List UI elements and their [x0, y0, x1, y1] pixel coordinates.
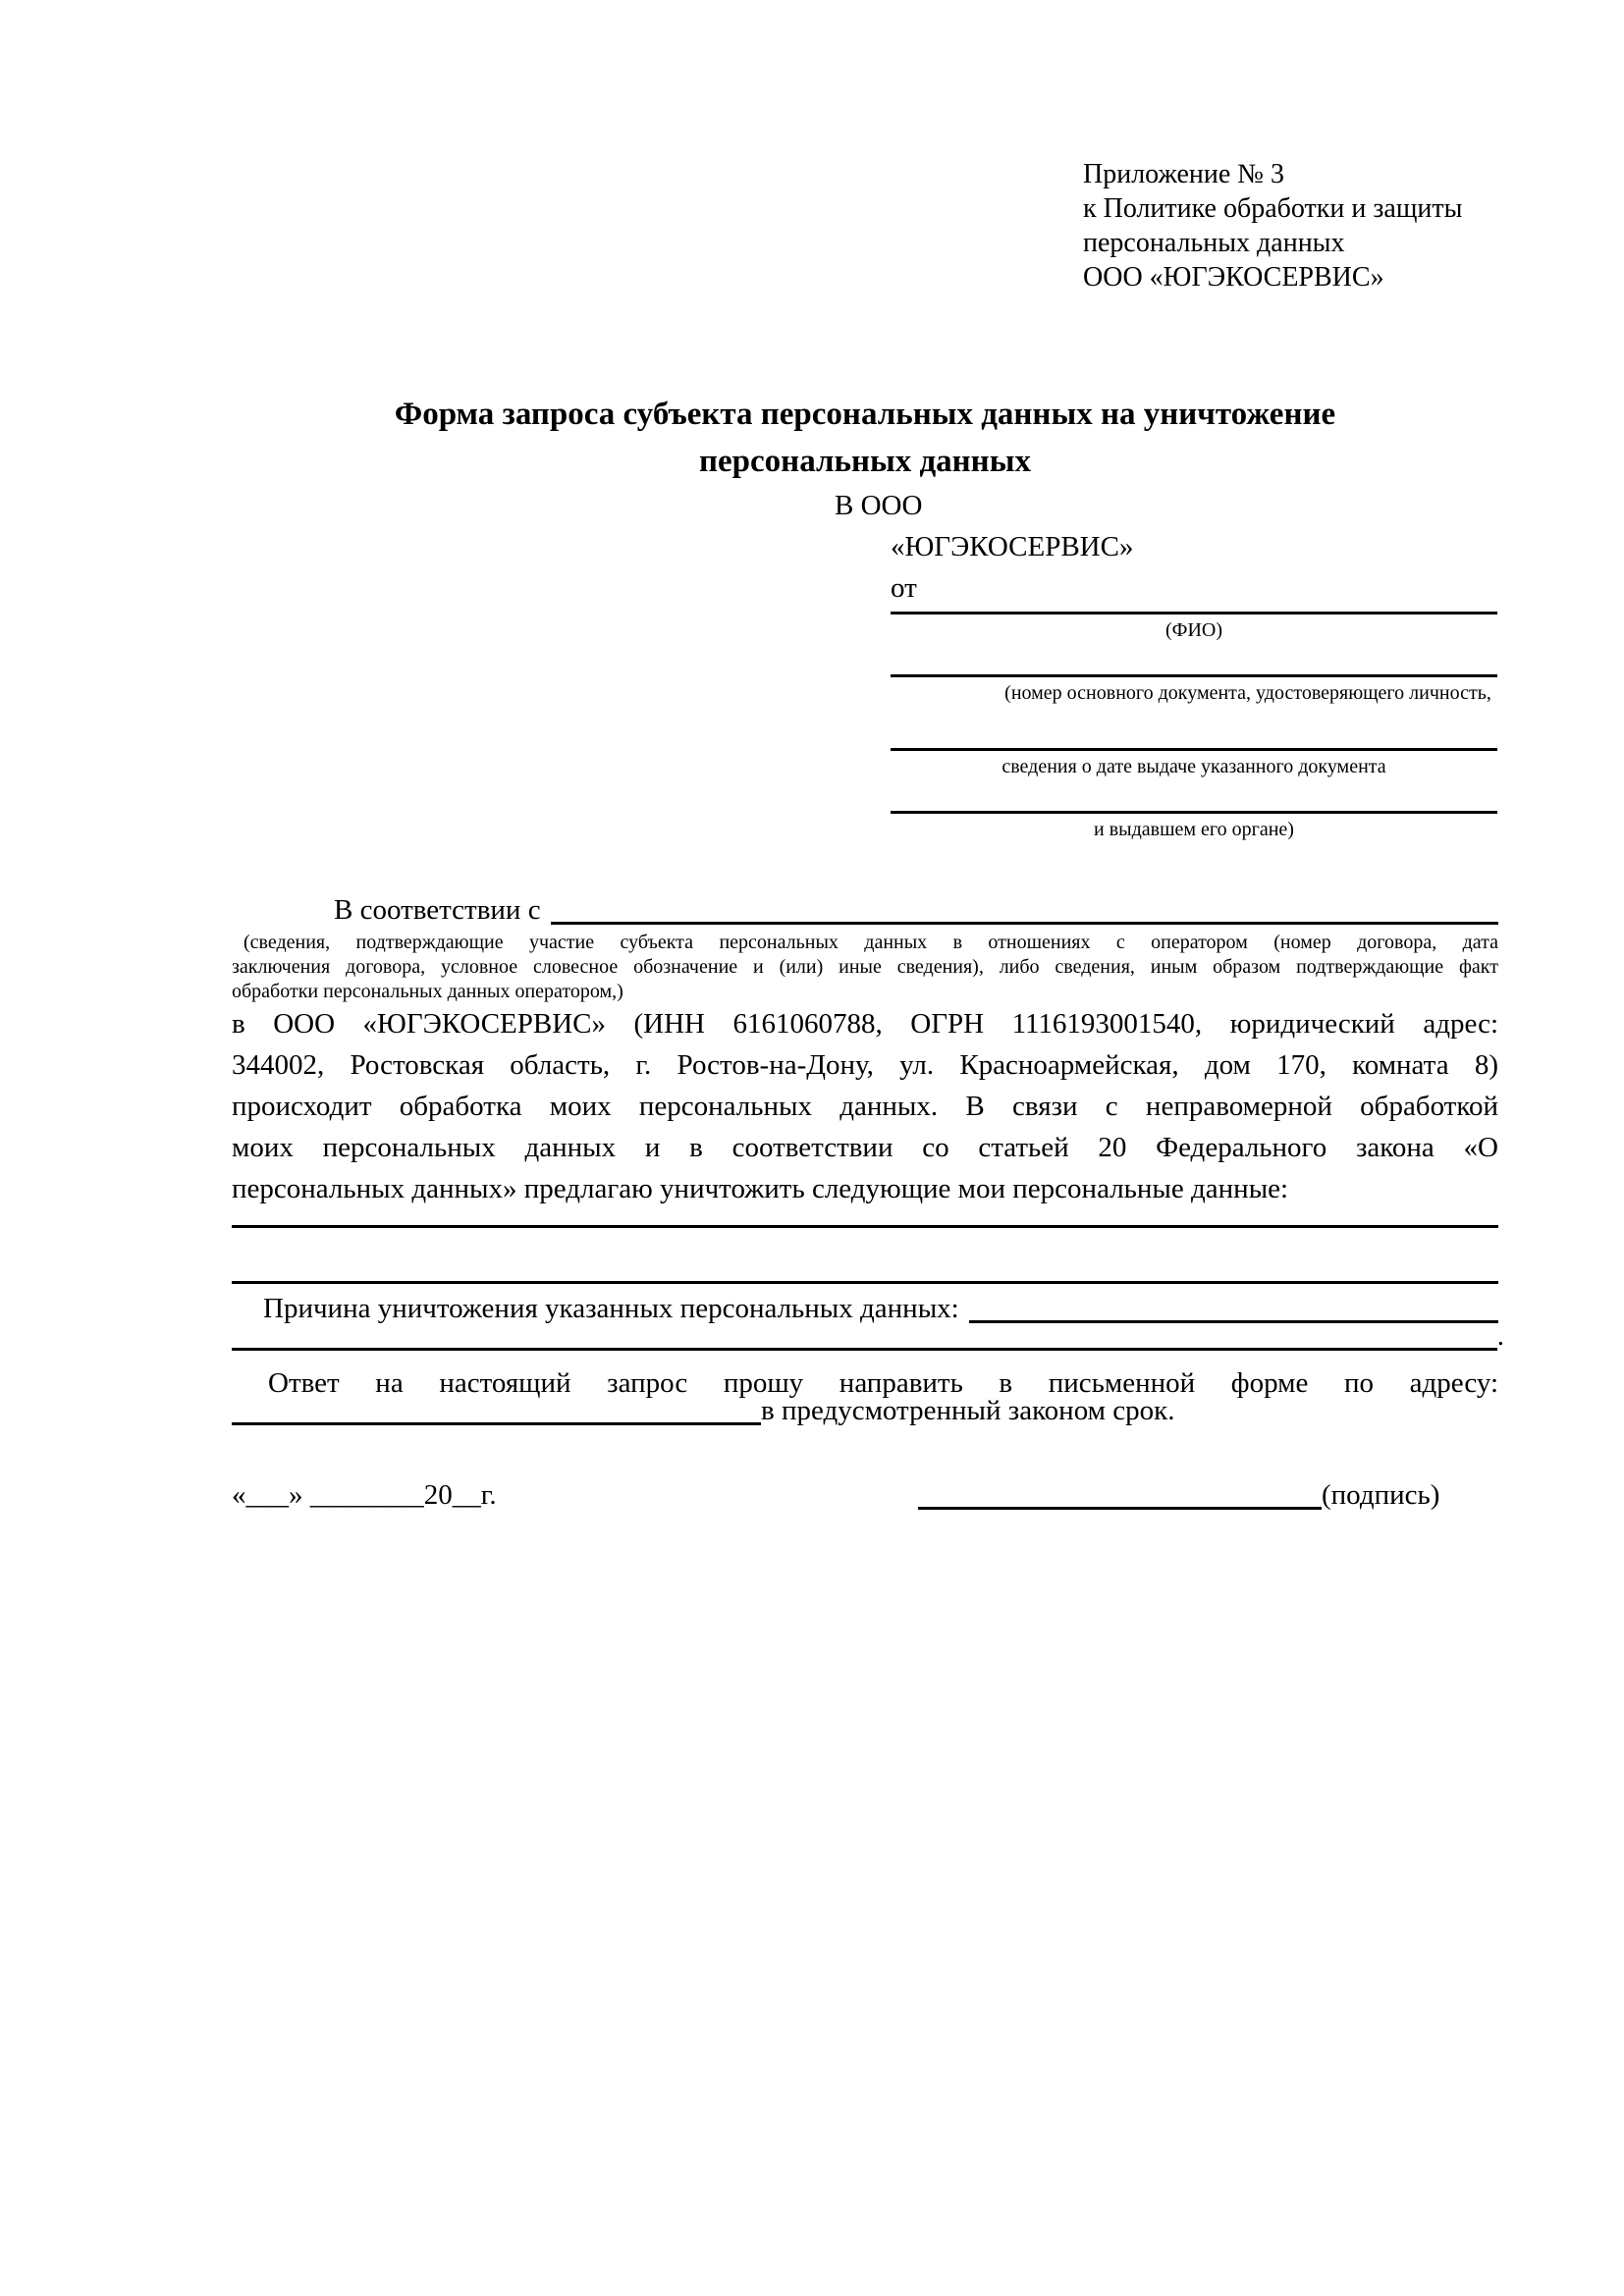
doc-date-field-line[interactable]: [891, 748, 1497, 751]
reply-request-line: Ответ на настоящий запрос прошу направить в письменной форме по адресу:: [268, 1367, 1498, 1399]
addressee-from-label: от: [891, 572, 917, 604]
date-field[interactable]: «___» ________20__г.: [232, 1479, 497, 1511]
doc-number-caption: (номер основного документа, удостоверяющего личность,: [1004, 682, 1491, 704]
body-paragraph-line: персональных данных» предлагаю уничтожить следующие мои персональные данные:: [232, 1173, 1289, 1204]
reply-term-text: в предусмотренный законом срок.: [761, 1395, 1175, 1426]
appendix-header-line: Приложение № 3: [1083, 159, 1284, 189]
accordance-label: В соответствии с: [334, 894, 541, 926]
reason-label: Причина уничтожения указанных персональных данных:: [263, 1293, 959, 1324]
body-paragraph: [232, 1003, 1498, 1209]
reason-field-line-2[interactable]: [232, 1347, 1497, 1351]
reason-continuation-row: [232, 1320, 1504, 1357]
doc-date-caption: сведения о дате выдаче указанного документа: [1001, 756, 1386, 777]
addressee-org-name: «ЮГЭКОСЕРВИС»: [891, 531, 1134, 562]
appendix-header-line: к Политике обработки и защиты: [1083, 193, 1463, 224]
document-title: [232, 391, 1498, 485]
body-paragraph-line: происходит обработка моих персональных данных. В связи с неправомерной обработкой: [232, 1091, 1498, 1122]
addressee-to-prefix: В ООО: [835, 490, 923, 521]
doc-number-field-line[interactable]: [891, 674, 1497, 677]
signature-field-line[interactable]: [918, 1506, 1322, 1510]
doc-authority-field-line[interactable]: [891, 811, 1497, 814]
accordance-note: [232, 931, 1498, 1004]
reason-period: .: [1496, 1320, 1504, 1352]
accordance-note-line: обработки персональных данных оператором,): [232, 981, 623, 1002]
body-paragraph-line: 344002, Ростовская область, г. Ростов-на-Дону, ул. Красноармейская, дом 170, комната 8): [232, 1049, 1498, 1081]
accordance-field-line[interactable]: [551, 921, 1498, 925]
fio-caption: (ФИО): [1164, 619, 1222, 641]
appendix-header: [1083, 157, 1462, 294]
body-paragraph-line: в ООО «ЮГЭКОСЕРВИС» (ИНН 6161060788, ОГРН 1116193001540, юридический адрес:: [232, 1008, 1498, 1040]
body-paragraph-line: моих персональных данных и в соответствии со статьей 20 Федерального закона «О: [232, 1132, 1498, 1163]
reply-address-row: [232, 1395, 1498, 1431]
doc-authority-caption: и выдавшем его органе): [1094, 819, 1294, 840]
accordance-note-line: (сведения, подтверждающие участие субъекта персональных данных в отношениях с оператором (номер договора, дата: [244, 932, 1498, 953]
appendix-header-line: ООО «ЮГЭКОСЕРВИС»: [1083, 262, 1384, 293]
appendix-header-line: персональных данных: [1083, 228, 1345, 258]
personal-data-field-line-1[interactable]: [232, 1225, 1498, 1228]
personal-data-field-line-2[interactable]: [232, 1281, 1498, 1284]
document-title-line: Форма запроса субъекта персональных данных на уничтожение: [394, 397, 1336, 432]
signature-caption: (подпись): [1322, 1479, 1440, 1511]
reason-field-line[interactable]: [969, 1319, 1498, 1323]
signature-row: [918, 1474, 1439, 1516]
address-field-line[interactable]: [232, 1421, 761, 1425]
accordance-row: [334, 889, 1498, 931]
fio-field-line[interactable]: [891, 612, 1497, 614]
reason-row: [263, 1288, 1498, 1329]
document-title-line: персональных данных: [699, 444, 1031, 479]
accordance-note-line: заключения договора, условное словесное обозначение и (или) иные сведения), либо сведения, иным образом подтверждающие факт: [232, 956, 1498, 978]
